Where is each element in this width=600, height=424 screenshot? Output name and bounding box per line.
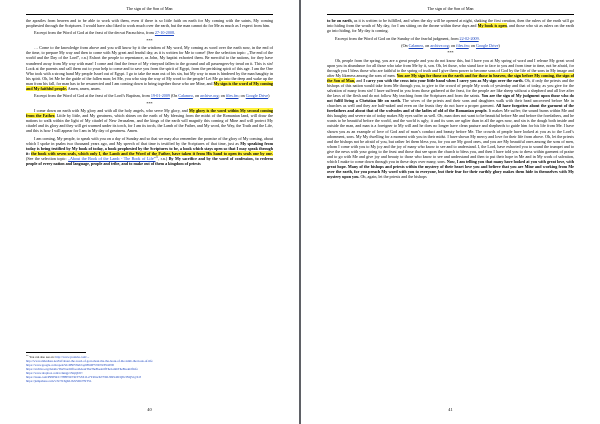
footnote-ref: 22 [155, 155, 159, 159]
footnote-intro: $^{22}$ You can also see on: http://www.youtube.com/... [26, 355, 90, 359]
archive-link[interactable]: archive.org [200, 93, 219, 99]
date-link[interactable]: 27-10-2008 [154, 30, 174, 36]
highlighted-text: My sign is the word of My coming and My faithful people. [26, 80, 273, 91]
google-drive-link[interactable]: Google Drive [475, 42, 499, 48]
bold-text: I carry you with the cross into your little band when I carry you as My sign over the earth. [363, 78, 524, 84]
page-left [0, 0, 299, 424]
bold-text: All have forgotten about the garment of the forefathers and about that of the wolvodes and of the ladies of old of the Romanian people. [327, 103, 574, 114]
paragraph: I come down on earth with My glory and with all the holy angels, who serve My glory, and My glory is the word within My second coming from the Father. Little by little, and My greatness, which shines on the earth of My blessing from the midst of the Romanian land, will draw the nations to walk within the light of My citadel of New Jerusalem, and the kings of the earth will magnify this coming of Mine and will protect My citadel and its glory and they will get warmed under its torch, for I am its torch, the Lamb of the Father, and My word, the Way, the Truth and the Life, and this is how I will appear for I am in My day of greatness. Amen. [26, 108, 273, 134]
page-body [327, 18, 574, 181]
excerpt-note: Excerpt from the Word of God at the feast of the decvat Paraschiva, from 27-10-2008. [34, 30, 176, 36]
highlighted-text: You are My sign for those on the earth and for those in heaven, the sign before My coming, the sign of the Son of Man, [327, 72, 574, 84]
page-number: 41 [448, 407, 453, 412]
filesfm-link[interactable]: files.fm [456, 42, 469, 48]
paragraph: … Come to the knowledge from above and you will know by it the wisdom of My word, My coming as word over the earth now, in the end of the time, to prepare My way and then to come with My great and fearful day, as it is written for Me to come! (See the selection topic: „The end of the world and the Day of the Lord”, r.n.) Exhort the people to repentance, as John, My baptist exhorted them. Be merciful to the nations, for they have wandered away from My way with man! I come and find the fence of My vineyard fallen to the ground and all passengers-by tread on it. This is sin! Look at the parents and call them out to your help to come and to save you from the spirit of Egypt, from the perishing spirit of this age. I am the One Who took with a strong hand My people Israel out of Egypt. I go to take the man out of his sin, but My way to man is hindered by the man haughty in his spirit. Oh, let Me be the guide of the fallen man; let Me, you who stop the way of My word to the people! Let Me go into the deep and wake up the man from his fall, for man has to be resurrected and I am coming down to bring together those who are Mine, and My sign is the word of My coming and My faithful people. Amen, amen, amen. [26, 45, 273, 91]
bold-text: Now, I am telling you that many have looked at you with great love, with great hope. Many of the bishops and priests within the mystery of their heart love you and believe that you are Mine and working from Me over the earth, for you preach My word with you to everyone, but their fear for their earthly glory makes them hide in themselves with My mystery upon you. [327, 158, 574, 179]
footnote-link[interactable]: https://www.dropbox.com/s/4ungp/rSIqQbW/ [26, 371, 83, 375]
footnote-link[interactable]: https://jumpshare.com/v/X7JC6gKLlhJvSDO7NT5L [26, 379, 92, 383]
page-right [301, 0, 600, 424]
link-line: (On Calameo, on archive.org; on files.fm; on Google Drive) [401, 42, 500, 48]
page-header: The sign of the Son of Man [327, 4, 574, 15]
bold-text: My speaking from today is being testified by My book of today, a book prophesied by the Scriptures to be, a book which stays open so that I may speak through it: [26, 140, 273, 156]
filesfm-link[interactable]: files.fm [225, 93, 239, 99]
calameo-link[interactable]: Calameo [178, 93, 193, 99]
google-drive-link[interactable]: Google Drive [245, 93, 269, 99]
page-number: 40 [147, 407, 152, 412]
highlighted-text: the book with seven seals, which only I, the Lamb and the Word of the Father, have taken it from His hand to open its seals one by one. [31, 150, 274, 156]
paragraph: to be on earth, as it is written to be fulfilled, and when the sky will be opened at night, shaking the first creation, then the rulers of the earth will go into hiding from the wrath of My day, for I am sitting on the throne within these days and My book is open, and those who sit as rulers on the earth go into hiding, for My day is coming. [327, 18, 574, 34]
bold-text: By My sacrifice and by the word of confession, to redeem people of every nation and language, people and tribe, and to make out of them a kingdom of priests [26, 155, 273, 166]
topic-link[interactable]: „About the Book of the Lamb - The Book of Life” [68, 155, 156, 161]
excerpt-note: Excerpt from the Word of God on the Sunday of the fearful judgment, from 22-02-2009. [335, 35, 480, 41]
excerpt-note: Excerpt from the Word of God at the feast of the Lord’s Baptism, from 19-01-2009 (On Calameo, on archive.org; on files.fm; on Google Drive) [34, 93, 270, 99]
footnote-divider [26, 352, 86, 353]
paragraph: I am coming, My people, to speak with you on a day of Sunday and so that we may also remember the promise of the glory of My coming, about which I spoke in psalm two thousand years ago, and My speech of that time is testified by the Scriptures of that time, just as My speaking from today is being testified by My book of today, a book prophesied by the Scriptures to be, a book which stays open so that I may speak through it: the book with seven seals, which only I, the Lamb and the Word of the Father, have taken it from His hand to open its seals one by one. (See the selection topic: „About the Book of the Lamb - The Book of Life”$^{22}$, r.n.) By My sacrifice and by the word of confession, to redeem people of every nation and language, people and tribe, and to make out of them a kingdom of priests [26, 135, 274, 166]
page-body [26, 18, 273, 168]
highlighted-text: My book is open [477, 23, 507, 29]
paragraph: the apostles from heaven and to be able to work with them, even if there is so little faith on earth for My coming with the saints, My coming prophesied through the Scriptures. I would have also liked to work much over the earth, but the man cannot do for Me as much as I expect from him. [26, 18, 273, 29]
calameo-link[interactable]: Calameo [408, 42, 424, 48]
footnote-link[interactable]: https://issuu.com/P9NH4/C7/8HE9UTR/YS5X1L2/Y49A/KTYRLNRS4D/Q6v3NQS1g/0-8 [26, 375, 141, 379]
highlighted-text: My glory is the word within My second coming from the Father. [26, 108, 273, 119]
bold-text: You are the sign of My judgment upon those who do not fulfil living a Christian life on earth. [327, 93, 574, 104]
footnote-link[interactable]: https://archive.org/details/TheWordOfGodAboutTheTheBookOfTheLambTheBookOfLife [26, 367, 138, 371]
footnote-link[interactable]: http://www.slideshare.net/bsf/about-the-word-of-god-about-the-the-book-of-the-lamb-the-book-of-life [26, 359, 153, 363]
separator: *** [146, 100, 153, 106]
date-link[interactable]: 19-01-2009 [150, 93, 170, 99]
footnote-link[interactable]: http://www.youtube.com/... [55, 355, 90, 359]
separator: *** [146, 37, 153, 43]
paragraph: Oh, people from the spring, you are a great people and you do not know this, but I have you at My spring of word and I release My great word upon you in abundance for all those who take from Me by it, son. Oh, let those, who stand face to face to you and from time to time, not be afraid, for through you I bless those who are faithful to the spring of truth and I give them power to become sons of God by the life of the sons in My image and after My likeness among the sons of men. You are My sign for those on the earth and for those in heaven, the sign before My coming, the sign of the Son of Man, and I carry you with the cross into your little band when I carry you as My sign over the earth. Oh, if only the priests and the bishops of this nation would take from Me through you, to give to the crowd of people My work of yesterday and that of today, as you give for the salvation of many from sin! I have suffered in you from those gathered at the feast, for the people are like sheep without a shepherd and all live after the laws of the flesh and do not follow My teaching from the Scriptures and from the saints. You are the sign of My judgment upon those who do not fulfil living a Christian life on earth. The wives of the priests and their sons and daughters walk with their head uncovered before Me in churches as well and they are half-naked and even on the feasts they do not have a proper garment. All have forgotten about the garment of the forefathers and about that of the wolvodes and of the ladies of old of the Romanian people. It makes Me suffer; the sound burns within Me and this haughty and severe sin of today makes My eyes suffer as well. Oh, man does not want to be beautiful before Me and before the forefathers, and he wants to be beautiful before the world, and the world is ugly; it and its sons are uglier than in all the ages now, and sin is the dough both inside and outside the man, and man is a foreigner to My will and he does no longer have clean pasture and shepherds to guide him for his life from Me. I have shown you as an example of love of God and of man’s conduct and beauty before Me. The crowds of people have looked at you as to the Lord’s adornment, sons. My My dwelling for a moment with you in their midst. I have shown My mercy and love for their life from above. Oh, let the priests and the bishops not be afraid of you, but rather let them bless you, for you are My good ones, and you are My beautiful ones among the sons of men, whom I come with you to My joy and the joy of many who know to see and to understand. I, the Lord, have exhorted you to sound the trumpet and to give the news with your going to the feast and those that see upon the church to bless you, and then I have told you to dress within garment of praise and to go with Me and give joy and beauty to those who know to see and understand and then to put their hope in Me and in My work of salvation, which I make to come down through you in these days over many, sons. Now, I am telling you that many have looked at you with great love, with great hope. Many of the bishops and priests within the mystery of their heart love you and believe that you are Mine and working from Me over the earth, for you preach My word with you to everyone, but their fear for their earthly glory makes them hide in themselves with My mystery upon you. Oh, again, let the priests and the bishops [327, 57, 575, 179]
separator: *** [447, 50, 454, 56]
footnotes [26, 352, 273, 383]
footnote-link[interactable]: https://www.google.com/open?id=0B0V8eUGp9Fht0FVNtNUFbx0N0 [26, 363, 114, 367]
date-link[interactable]: 22-02-2009 [459, 35, 479, 41]
page-header: The sign of the Son of Man [26, 4, 273, 15]
archive-link[interactable]: archive.org [430, 42, 449, 48]
